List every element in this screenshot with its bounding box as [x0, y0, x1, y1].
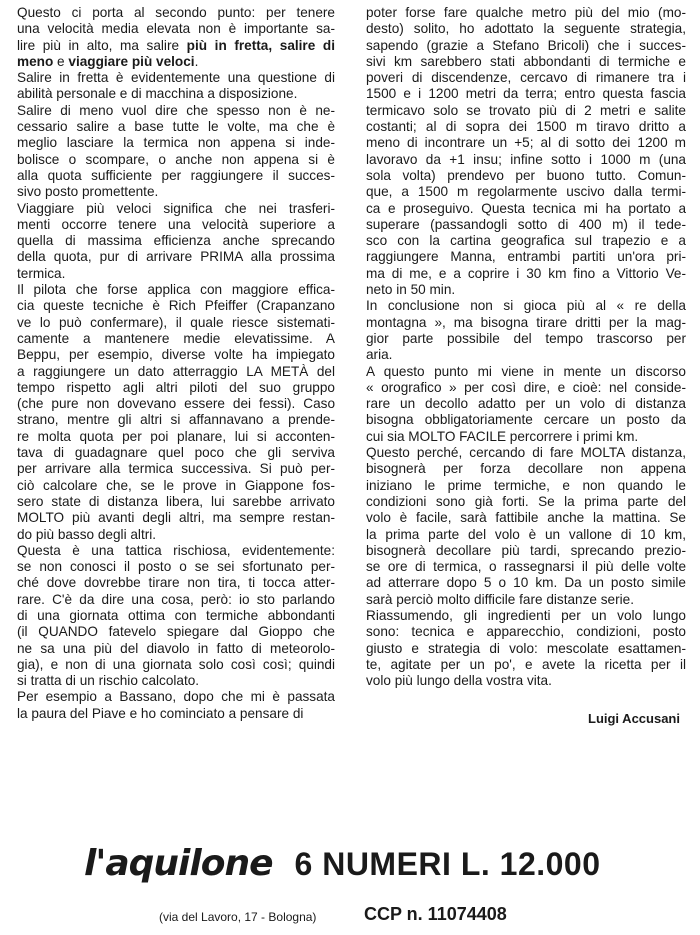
- text-line: giusto e strategia di volo: mescolate esattamen-: [366, 640, 686, 656]
- text-line: re molta quota per poi planare, lui si acconten-: [17, 428, 335, 444]
- text-line: cessario salire a base tutte le volte, ma che è: [17, 119, 335, 135]
- text-line: volo più lungo della vostra vita.: [366, 673, 552, 689]
- text-line: se non conosci il posto o se sei sfortunato per-: [17, 559, 335, 575]
- text-line: te, agitate per un po', e avete la ricetta per il: [366, 656, 686, 672]
- text-fragment: .: [194, 53, 199, 69]
- magazine-logo: l'aquilone: [84, 843, 273, 884]
- text-line: la paura del Piave e ho cominciato a pensare di: [17, 705, 304, 721]
- text-fragment: lire più in alto, ma salire: [17, 37, 187, 53]
- article-left-column: [17, 5, 335, 722]
- text-line: abilità personale e di macchina a disposizione.: [17, 86, 298, 102]
- text-line: raggiungere Manna, entrambi partiti un'ora pri-: [366, 249, 686, 265]
- text-line: Beppu, per esempio, diverse volte ha impiegato: [17, 347, 335, 363]
- text-line: ché dove dovrebbe tirare non tira, ti tocca atter-: [17, 575, 335, 591]
- text-line: ma di me, e a coprire i 30 km fino a Vittorio Ve-: [366, 265, 686, 281]
- text-line: Viaggiare più veloci significa che nei trasferi-: [17, 200, 335, 216]
- text-line: Il pilota che forse applica con maggiore effica-: [17, 282, 335, 298]
- text-line: « orografico » per così dire, e cioè: nel conside-: [366, 379, 686, 395]
- text-line: Salire in fretta è evidentemente una questione di: [17, 70, 335, 86]
- author-signature: Luigi Accusani: [588, 711, 680, 726]
- text-line: bisogna obbligatoriamente cercare un posto da: [366, 412, 686, 428]
- text-line: sapendo (grazie a Stefano Bricoli) che i succes-: [366, 37, 686, 53]
- text-line: Questo perché, cercando di fare MOLTA distanza,: [366, 445, 686, 461]
- text-line: ca e proseguivo. Questa tecnica mi ha portato a: [366, 200, 686, 216]
- text-line: strano, mentre gli altri si affannavano a prende-: [17, 412, 335, 428]
- text-line: bisognerà decollare più tardi, sprecando prezio-: [366, 542, 686, 558]
- subscription-offer: 6 NUMERI L. 12.000: [294, 846, 601, 882]
- postal-account-number: CCP n. 11074408: [364, 904, 507, 924]
- text-line: termicavo solo se trovato più di 2 metri e salite: [366, 102, 686, 118]
- publisher-address: (via del Lavoro, 17 - Bologna): [159, 910, 317, 924]
- text-line: tempo rispetto agli altri piloti del suo gruppo: [17, 379, 335, 395]
- bold-text: più in fretta, salire di: [186, 37, 335, 53]
- text-line: desto) solito, ho adottato la seguente strategia,: [366, 21, 686, 37]
- text-line: MOLTO più avanti degli altri, ma sempre restan-: [17, 510, 335, 526]
- text-line: della quota, pur di arrivare PRIMA alla prossima: [17, 249, 335, 265]
- text-line: iniziano le prime termiche, e non quando le: [366, 477, 686, 493]
- text-line: (il QUANDO fatevelo spiegare dal Gioppo che: [17, 624, 335, 640]
- text-line: condizioni sono già forti. Se la prima parte del: [366, 493, 686, 509]
- text-line: gior parte possibile del tempo trascorso per: [366, 330, 686, 346]
- text-line: do più basso degli altri.: [17, 526, 157, 542]
- text-line: A questo punto mi viene in mente un discorso: [366, 363, 686, 379]
- article-right-column: [366, 5, 686, 689]
- text-line: si tratta di un rischio calcolato.: [17, 673, 200, 689]
- text-line: Salire di meno vuol dire che spesso non è ne-: [17, 102, 335, 118]
- text-line: aria.: [366, 347, 393, 363]
- text-line: termica.: [17, 265, 66, 281]
- text-line: bisognerà per forza decollare non appena: [366, 461, 686, 477]
- text-line: superare (passandogli sotto di 400 m) il tede-: [366, 216, 686, 232]
- text-line: meno di incontrare un +5; al di sotto dei 1200 m: [366, 135, 686, 151]
- text-line: Riassumendo, gli ingredienti per un volo lungo: [366, 607, 686, 623]
- text-line: bolisce o scompare, o anche non appena si è: [17, 151, 335, 167]
- text-line: Per esempio a Bassano, dopo che mi è passata: [17, 689, 335, 705]
- text-line: que, a 1500 m regolarmente uscivo dalla termi-: [366, 184, 686, 200]
- text-line: [17, 54, 335, 70]
- text-fragment: e: [53, 53, 69, 69]
- text-line: sivo posto promettente.: [17, 184, 159, 200]
- text-line: sco con la cartina geografica sul trapezio e a: [366, 233, 686, 249]
- text-line: cia queste tecniche è Rich Pfeiffer (Crapanzano: [17, 298, 335, 314]
- subscription-ad-headline: [84, 843, 601, 889]
- text-line: alla quota sufficiente per raggiungere il succes-: [17, 167, 335, 183]
- text-line: la prima parte del volo è un vallone di 10 km,: [366, 526, 686, 542]
- text-line: sivi km sarebbero stati abbondanti di termiche e: [366, 53, 686, 69]
- text-line: sarà perciò molto difficile fare distanze serie.: [366, 591, 634, 607]
- text-line: sola volta) prendevo per buono tutto. Comun-: [366, 167, 686, 183]
- text-line: Questo ci porta al secondo punto: per tenere: [17, 5, 335, 20]
- text-line: neto in 50 min.: [366, 282, 456, 298]
- text-line: poter forse fare qualche metro più del mio (mo-: [366, 5, 686, 20]
- text-line: [17, 38, 335, 54]
- text-line: poveri di discendenze, cercavo di rimanere tra i: [366, 70, 686, 86]
- text-line: gia), e non di una giornata solo così così; quindi: [17, 656, 335, 672]
- text-line: volo è facile, sarà fattibile anche la mattina. Se: [366, 510, 686, 526]
- text-line: montagna », ma bisogna tirare dritti per la mag-: [366, 314, 686, 330]
- text-line: (che pure non dovevano essere dei fessi). Caso: [17, 396, 335, 412]
- text-line: camente a mantenere medie elevatissime. A: [17, 330, 335, 346]
- text-line: meglio lasciare la termica non appena si inde-: [17, 135, 335, 151]
- text-line: rare un decollo adatto per un volo di distanza: [366, 396, 686, 412]
- text-line: ad atterrare dopo 5 o 10 km. Da un posto simile: [366, 575, 686, 591]
- text-line: lavoravo da +1 insu; infine sotto i 1000 m (una: [366, 151, 686, 167]
- text-line: di una giornata ottima con termiche abbondanti: [17, 607, 335, 623]
- text-line: costanti; al di sopra dei 1500 m tiravo dritto a: [366, 119, 686, 135]
- text-line: ve lo può confermare), il quale riesce sistemati-: [17, 314, 335, 330]
- text-line: rare. C'è da dire una cosa, però: io sto parlando: [17, 591, 335, 607]
- bold-text: viaggiare più veloci: [68, 53, 195, 69]
- text-line: cui sia MOLTO FACILE percorrere i primi km.: [366, 428, 639, 444]
- text-line: Questa è una tattica rischiosa, evidentemente:: [17, 542, 335, 558]
- bold-text: meno: [17, 53, 54, 69]
- text-line: se ore di termica, o rassegnarsi il più delle volte: [366, 559, 686, 575]
- text-line: 1500 e i 1200 metri da terra; entro questa fascia: [366, 86, 686, 102]
- text-line: per arrivare alla termica successiva. Si può per-: [17, 461, 335, 477]
- text-line: tava di guadagnare quel poco che gli serviva: [17, 445, 335, 461]
- text-line: menti occorre tenere una velocità superiore a: [17, 216, 335, 232]
- text-line: sono: tecnica e apparecchio, condizioni, posto: [366, 624, 686, 640]
- text-line: In conclusione non si gioca più al « re della: [366, 298, 686, 314]
- text-line: una velocità media elevata non è importante sa-: [17, 21, 335, 37]
- text-line: sero state di distanza libera, lui sarebbe arrivato: [17, 493, 335, 509]
- text-line: a raggiungere un dato atterraggio LA METÀ del: [17, 363, 335, 379]
- text-line: quella di massima efficienza anche sprecando: [17, 233, 335, 249]
- text-line: ne sa una più del diavolo in fatto di meteorolo-: [17, 640, 335, 656]
- text-line: ciò calcolare che, se le prove in Giappone fos-: [17, 477, 335, 493]
